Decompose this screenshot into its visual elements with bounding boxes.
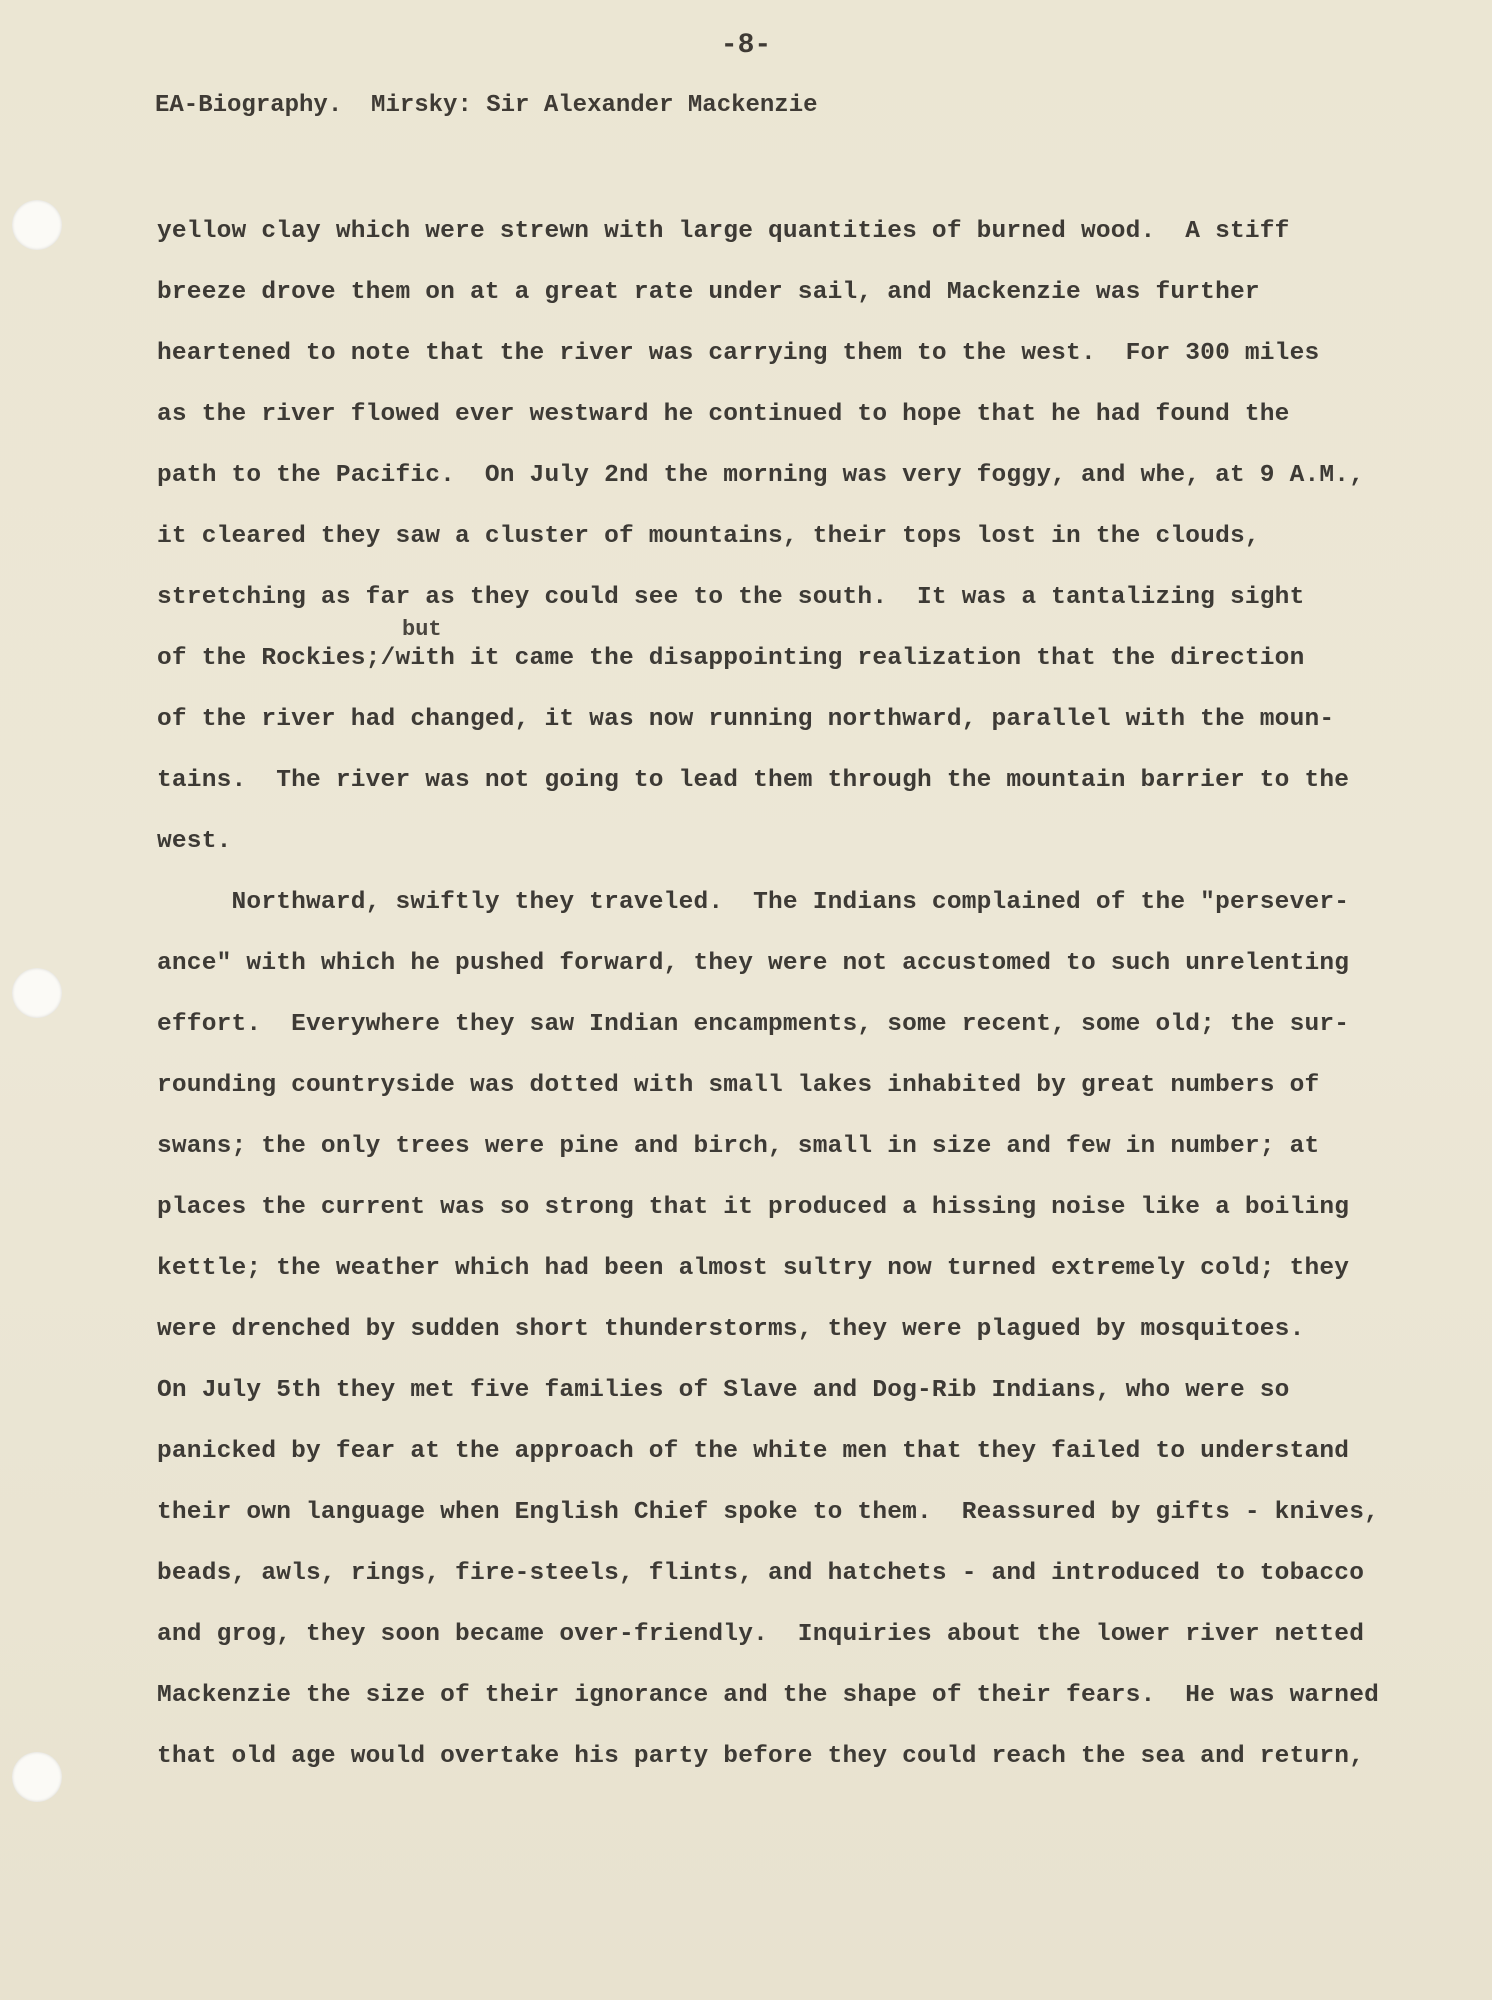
text-line: that old age would overtake his party before they could reach the sea and return, (157, 1743, 1365, 1770)
interlinear-insert: but (402, 617, 442, 642)
text-line: ance" with which he pushed forward, they were not accustomed to such unrelenting (157, 950, 1350, 977)
punch-hole (12, 1752, 62, 1802)
text-line: yellow clay which were strewn with large quantities of burned wood. A stiff (157, 218, 1290, 245)
text-line: it cleared they saw a cluster of mountains, their tops lost in the clouds, (157, 523, 1260, 550)
text-line: swans; the only trees were pine and birch, small in size and few in number; at (157, 1133, 1320, 1160)
text-line: stretching as far as they could see to the south. It was a tantalizing sight (157, 584, 1305, 611)
text-line: of the Rockies;/with it came the disappointing realization that the direction (157, 645, 1305, 672)
punch-hole (12, 200, 62, 250)
text-line: as the river flowed ever westward he continued to hope that he had found the (157, 401, 1290, 428)
page-number: -8- (720, 30, 772, 61)
text-line: kettle; the weather which had been almost sultry now turned extremely cold; they (157, 1255, 1350, 1282)
text-line: rounding countryside was dotted with small lakes inhabited by great numbers of (157, 1072, 1320, 1099)
text-line: were drenched by sudden short thunderstorms, they were plagued by mosquitoes. (157, 1316, 1305, 1343)
text-line: their own language when English Chief spoke to them. Reassured by gifts - knives, (157, 1499, 1379, 1526)
text-line: panicked by fear at the approach of the white men that they failed to understand (157, 1438, 1350, 1465)
text-line: On July 5th they met five families of Slave and Dog-Rib Indians, who were so (157, 1377, 1290, 1404)
header-line: EA-Biography. Mirsky: Sir Alexander Mackenzie (155, 92, 818, 119)
text-line: heartened to note that the river was carrying them to the west. For 300 miles (157, 340, 1320, 367)
punch-hole (12, 968, 62, 1018)
text-line: of the river had changed, it was now running northward, parallel with the moun- (157, 706, 1335, 733)
text-line: path to the Pacific. On July 2nd the morning was very foggy, and whe, at 9 A.M., (157, 462, 1365, 489)
text-line: tains. The river was not going to lead them through the mountain barrier to the (157, 767, 1350, 794)
text-line: west. (157, 828, 232, 855)
text-line: effort. Everywhere they saw Indian encampments, some recent, some old; the sur- (157, 1011, 1350, 1038)
text-line: breeze drove them on at a great rate under sail, and Mackenzie was further (157, 279, 1260, 306)
text-line: Mackenzie the size of their ignorance and the shape of their fears. He was warned (157, 1682, 1379, 1709)
text-line: Northward, swiftly they traveled. The Indians complained of the "persever- (157, 889, 1350, 916)
text-line: places the current was so strong that it produced a hissing noise like a boiling (157, 1194, 1350, 1221)
text-line: beads, awls, rings, fire-steels, flints, and hatchets - and introduced to tobacco (157, 1560, 1365, 1587)
text-line: and grog, they soon became over-friendly. Inquiries about the lower river netted (157, 1621, 1365, 1648)
